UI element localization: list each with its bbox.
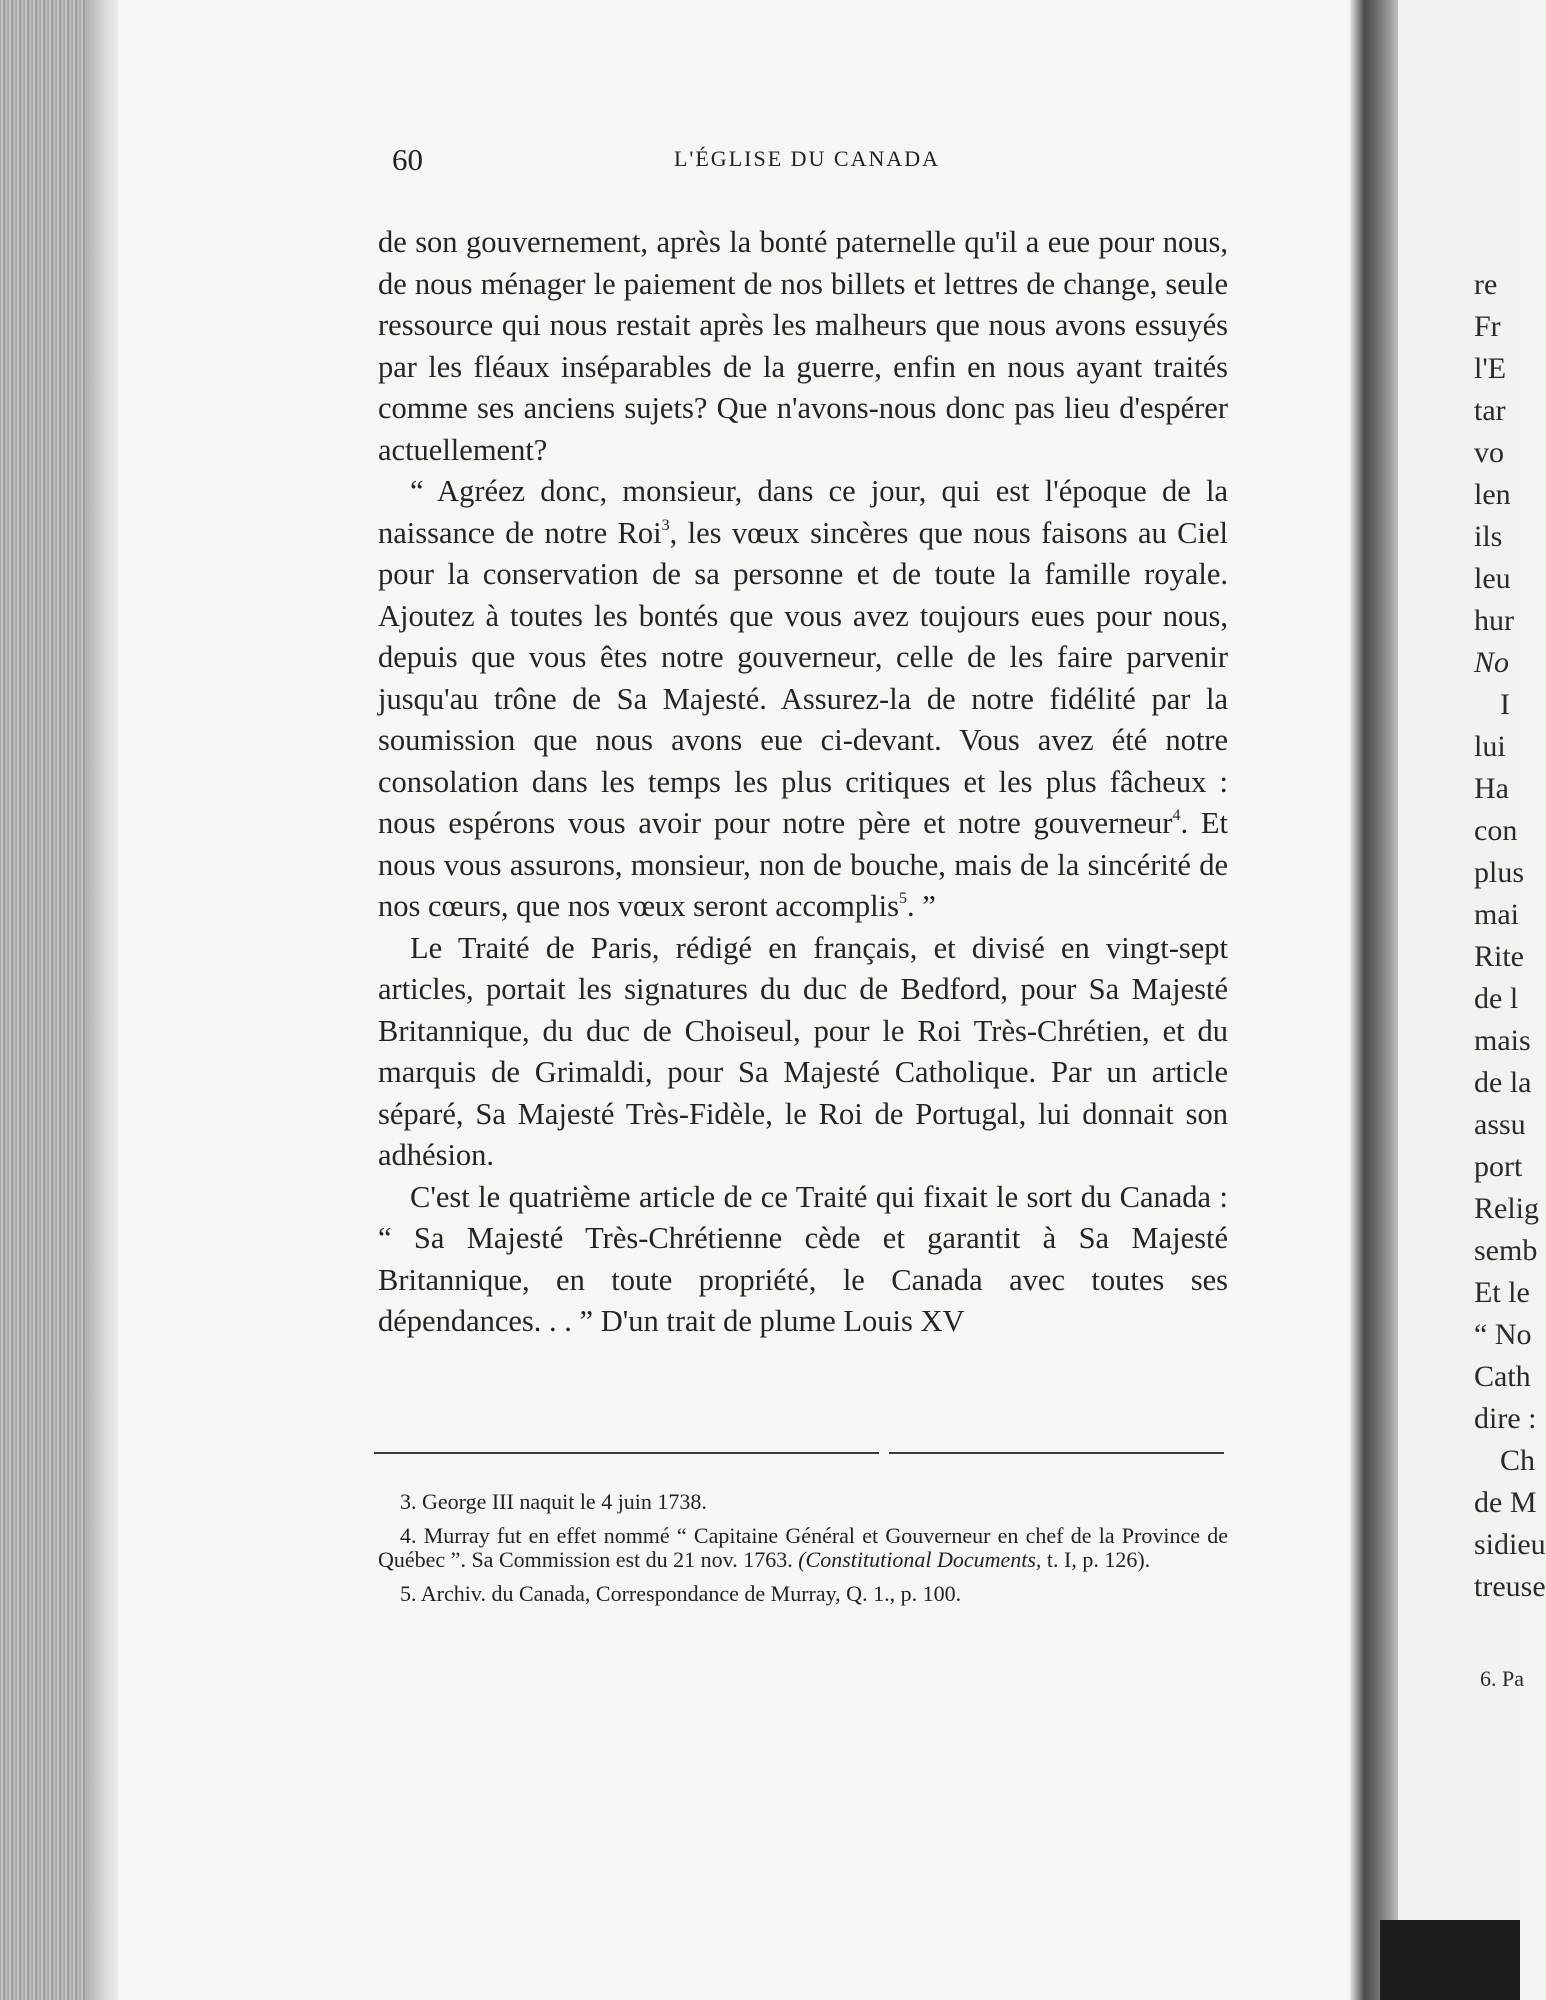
right-page-line: re xyxy=(1474,268,1498,301)
paragraph-4: C'est le quatrième article de ce Traité qui fixait le sort du Canada : “ Sa Majesté Très-Chrétienne cède et garantit à Sa Majesté Britannique, en toute propriété, le Canada avec toutes ses dépendances. . . ” D'un trait de plume Louis XV xyxy=(378,1179,1228,1338)
right-page-line: de M xyxy=(1474,1486,1537,1519)
right-page-line: vo xyxy=(1474,436,1504,469)
footnote-4-citation: (Constitutional Documents, xyxy=(798,1547,1042,1572)
right-page-line: lui xyxy=(1474,730,1506,763)
right-page-line: leu xyxy=(1474,562,1511,595)
right-page-line: de l xyxy=(1474,982,1519,1015)
footnote-4-tail: t. I, p. 126). xyxy=(1041,1547,1151,1572)
paragraph-2-part-3: . Et nous vous assurons, monsieur, non de bouche, mais de la sincérité de nos cœurs, que nos vœux seront accomplis xyxy=(378,806,1228,923)
right-page-line: con xyxy=(1474,814,1518,847)
footnote-4 xyxy=(378,1524,1228,1572)
body-text xyxy=(378,222,1228,1343)
right-page-line: de la xyxy=(1474,1066,1532,1099)
page-header xyxy=(392,142,1222,182)
right-page-line: Fr xyxy=(1474,310,1501,343)
right-page-line: treuse xyxy=(1474,1570,1546,1603)
footnotes xyxy=(378,1490,1228,1616)
right-page-line: sidieu xyxy=(1474,1528,1546,1561)
footnote-5: 5. Archiv. du Canada, Correspondance de Murray, Q. 1., p. 100. xyxy=(400,1581,962,1606)
right-page-line: mais xyxy=(1474,1024,1531,1057)
right-page-line: tar xyxy=(1474,394,1506,427)
footnote-3: 3. George III naquit le 4 juin 1738. xyxy=(400,1489,707,1514)
footnote-separator xyxy=(374,1452,1224,1454)
paragraph-2-part-1: “ Agréez donc, monsieur, dans ce jour, qui est l'époque de la naissance de notre Roi xyxy=(378,474,1228,550)
right-page-line: ils xyxy=(1474,520,1503,553)
right-page-line: “ No xyxy=(1474,1318,1532,1351)
footnote-4-text: 4. Murray fut en effet nommé “ Capitaine Général et Gouverneur en chef de la Province de Québec ”. Sa Commission est du 21 nov. 1763. xyxy=(378,1523,1228,1572)
right-page-line: mai xyxy=(1474,898,1519,931)
right-page-line: dire : xyxy=(1474,1402,1537,1435)
right-page-line: assu xyxy=(1474,1108,1526,1141)
page-number: 60 xyxy=(392,142,423,177)
right-page-line: Ch xyxy=(1500,1444,1536,1477)
right-page-line: Relig xyxy=(1474,1192,1539,1225)
right-page-footnote: 6. Pa xyxy=(1480,1666,1524,1691)
right-page-line: Rite xyxy=(1474,940,1524,973)
right-page-line: l'E xyxy=(1474,352,1507,385)
footnote-ref-3: 3 xyxy=(661,516,670,534)
footnote-ref-5: 5 xyxy=(898,890,907,907)
right-page-line: Cath xyxy=(1474,1360,1531,1393)
paragraph-2-part-4: . ” xyxy=(906,889,936,923)
right-page-line: Ha xyxy=(1474,772,1509,805)
footnote-ref-4: 4 xyxy=(1172,807,1181,824)
dark-background-corner xyxy=(1380,1920,1520,2000)
right-page-line: plus xyxy=(1474,856,1525,889)
right-page-line: semb xyxy=(1474,1234,1538,1267)
paragraph-2-part-2: , les vœux sincères que nous faisons au Ciel pour la conservation de sa personne et de toute la famille royale. Ajoutez à toutes les bontés que vous avez toujours eues pour nous, depuis que vous êtes notre gouverneur, celle de les faire parvenir jusqu'au trône de Sa Majesté. Assurez-la de notre fidélité par la soumission que nous avons eue ci-devant. Vous avez été notre consolation dans les temps les plus critiques et les plus fâcheux : nous espérons vous avoir pour notre père et notre gouverneur xyxy=(378,515,1228,840)
right-page-line: I xyxy=(1500,688,1510,721)
book-gutter xyxy=(1350,0,1398,2000)
paragraph-1: de son gouvernement, après la bonté paternelle qu'il a eue pour nous, de nous ménager le paiement de nos billets et lettres de change, seule ressource qui nous restait après les malheurs que nous avons essuyés par les fléaux inséparables de la guerre, enfin en nous ayant traités comme ses anciens sujets? Que n'avons-nous donc pas lieu d'espérer actuellement? xyxy=(378,225,1228,467)
right-page-line: port xyxy=(1474,1150,1523,1183)
running-head: L'ÉGLISE DU CANADA xyxy=(673,146,941,171)
right-page-line: No xyxy=(1474,646,1510,679)
paragraph-2 xyxy=(378,471,1228,928)
page-edge-shading xyxy=(86,0,120,2000)
paragraph-3: Le Traité de Paris, rédigé en français, et divisé en vingt-sept articles, portait les signatures du duc de Bedford, pour Sa Majesté Britannique, du duc de Choiseul, pour le Roi Très-Chrétien, et du marquis de Grimaldi, pour Sa Majesté Catholique. Par un article séparé, Sa Majesté Très-Fidèle, le Roi de Portugal, lui donnait son adhésion. xyxy=(378,930,1228,1172)
right-page-line: len xyxy=(1474,478,1511,511)
right-page-line: hur xyxy=(1474,604,1514,637)
right-page-line: Et le xyxy=(1474,1276,1530,1309)
